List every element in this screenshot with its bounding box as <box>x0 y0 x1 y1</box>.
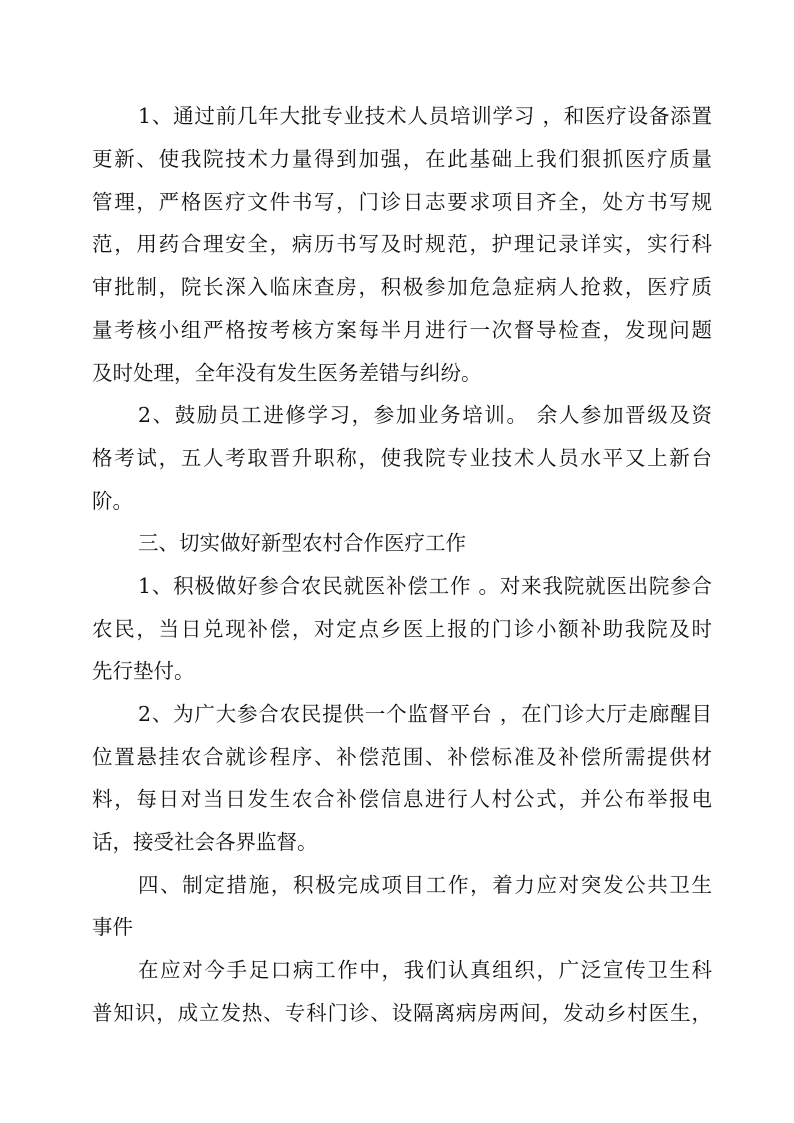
text-line-9: 格考试，五人考取晋升职称，使我院专业技术人员水平又上新台 <box>92 446 712 470</box>
text-line-5: 审批制，院长深入临床查房，积极参加危急症病人抢救，医疗质 <box>92 275 712 299</box>
section-heading-4-cont: 事件 <box>92 915 133 939</box>
text-line-4: 范，用药合理安全，病历书写及时规范，护理记录详实，实行科 <box>92 232 712 256</box>
text-line-22: 普知识，成立发热、专科门诊、设隔离病房两间，发动乡村医生， <box>92 1001 712 1025</box>
text-line-6: 量考核小组严格按考核方案每半月进行一次督导检查，发现问题 <box>92 318 712 342</box>
text-line-18: 话，接受社会各界监督。 <box>92 830 318 854</box>
text-line-10: 阶。 <box>92 489 133 513</box>
text-line-16: 位置悬挂农合就诊程序、补偿范围、补偿标准及补偿所需提供材 <box>92 745 712 769</box>
text-line-7: 及时处理，全年没有发生医务差错与纠纷。 <box>92 361 482 385</box>
text-line-15: 2、为广大参合农民提供一个监督平台 ，在门诊大厅走廊醒目 <box>138 702 712 726</box>
text-line-17: 料，每日对当日发生农合补偿信息进行人村公式，并公布举报电 <box>92 787 712 811</box>
text-line-3: 管理，严格医疗文件书写，门诊日志要求项目齐全，处方书写规 <box>92 190 712 214</box>
section-heading-3: 三、切实做好新型农村合作医疗工作 <box>138 531 466 555</box>
text-line-8: 2、鼓励员工进修学习，参加业务培训。 余人参加晋级及资 <box>138 403 712 427</box>
text-line-1: 1、通过前几年大批专业技术人员培训学习 ，和医疗设备添置 <box>138 104 712 128</box>
text-line-21: 在应对今手足口病工作中，我们认真组织，广泛宣传卫生科 <box>138 958 712 982</box>
section-heading-4: 四、制定措施，积极完成项目工作，着力应对突发公共卫生 <box>138 873 712 897</box>
text-line-13: 农民，当日兑现补偿，对定点乡医上报的门诊小额补助我院及时 <box>92 617 712 641</box>
text-line-2: 更新、使我院技术力量得到加强，在此基础上我们狠抓医疗质量 <box>92 147 712 171</box>
text-line-14: 先行垫付。 <box>92 659 195 683</box>
text-line-12: 1、积极做好参合农民就医补偿工作 。对来我院就医出院参合 <box>138 574 712 598</box>
